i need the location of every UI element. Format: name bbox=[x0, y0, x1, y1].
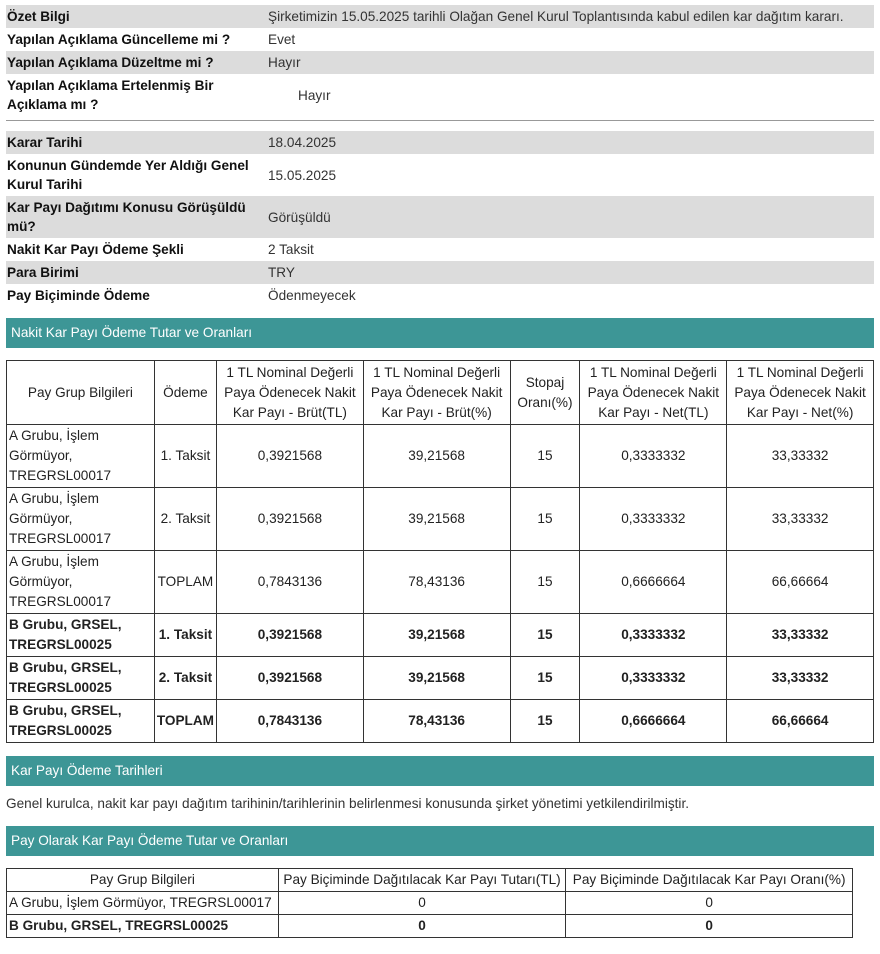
group-cell: B Grubu, GRSEL, TREGRSL00025 bbox=[7, 700, 155, 743]
group-cell: A Grubu, İşlem Görmüyor, TREGRSL00017 bbox=[7, 425, 155, 488]
details-label: Nakit Kar Payı Ödeme Şekli bbox=[7, 242, 184, 257]
value-cell: 39,21568 bbox=[363, 488, 510, 551]
table-row bbox=[7, 892, 853, 915]
value-cell: 0 bbox=[566, 892, 853, 915]
details-label: Para Birimi bbox=[6, 261, 262, 284]
value-cell: 0,3921568 bbox=[217, 488, 364, 551]
summary-row-duzeltme bbox=[6, 51, 874, 74]
share-dividend-table bbox=[6, 868, 853, 938]
details-value: 18.04.2025 bbox=[262, 131, 874, 154]
dates-paragraph: Genel kurulca, nakit kar payı dağıtım tarihinin/tarihlerinin belirlenmesi konusunda şirket yönetimi yetkilendirilmiştir. bbox=[6, 796, 690, 811]
value-cell: 15 bbox=[510, 425, 580, 488]
group-cell: A Grubu, İşlem Görmüyor, TREGRSL00017 bbox=[7, 488, 155, 551]
summary-label: Özet Bilgi bbox=[6, 5, 262, 28]
column-header: 1 TL Nominal Değerli Paya Ödenecek Nakit Kar Payı - Brüt(TL) bbox=[217, 361, 364, 425]
value-cell: 39,21568 bbox=[363, 614, 510, 657]
details-row-pay-biciminde bbox=[6, 284, 874, 307]
payment-cell: 1. Taksit bbox=[154, 425, 216, 488]
value-cell: 39,21568 bbox=[363, 425, 510, 488]
summary-row-guncelleme bbox=[6, 28, 874, 51]
column-header: Pay Grup Bilgileri bbox=[7, 869, 279, 892]
value-cell: 66,66664 bbox=[727, 551, 874, 614]
payment-cell: TOPLAM bbox=[154, 700, 216, 743]
value-cell: 0 bbox=[566, 915, 853, 938]
details-value: 15.05.2025 bbox=[268, 167, 337, 183]
details-value: TRY bbox=[262, 261, 874, 284]
details-table bbox=[6, 131, 874, 307]
summary-value: Hayır bbox=[298, 87, 331, 103]
table-row bbox=[7, 657, 874, 700]
summary-value: Şirketimizin 15.05.2025 tarihli Olağan Genel Kurul Toplantısında kabul edilen kar dağıtım kararı. bbox=[262, 5, 874, 28]
value-cell: 0,3333332 bbox=[580, 488, 727, 551]
table-row bbox=[7, 700, 874, 743]
cash-section-header: Nakit Kar Payı Ödeme Tutar ve Oranları bbox=[6, 318, 874, 348]
value-cell: 33,33332 bbox=[727, 488, 874, 551]
value-cell: 33,33332 bbox=[727, 657, 874, 700]
table-row bbox=[7, 488, 874, 551]
value-cell: 15 bbox=[510, 700, 580, 743]
summary-label: Yapılan Açıklama Düzeltme mi ? bbox=[6, 51, 262, 74]
value-cell: 0 bbox=[278, 892, 566, 915]
value-cell: 33,33332 bbox=[727, 614, 874, 657]
cash-dividend-table bbox=[6, 360, 874, 743]
column-header: Ödeme bbox=[154, 361, 216, 425]
summary-table bbox=[6, 5, 874, 116]
details-label: Karar Tarihi bbox=[6, 131, 262, 154]
value-cell: 78,43136 bbox=[363, 551, 510, 614]
value-cell: 78,43136 bbox=[363, 700, 510, 743]
summary-value: Hayır bbox=[262, 51, 874, 74]
summary-row-ertelenmis bbox=[6, 74, 874, 116]
table-row bbox=[7, 425, 874, 488]
value-cell: 0,6666664 bbox=[580, 551, 727, 614]
details-row-odeme-sekli bbox=[6, 238, 874, 261]
column-header: 1 TL Nominal Değerli Paya Ödenecek Nakit Kar Payı - Net(TL) bbox=[580, 361, 727, 425]
column-header: Pay Biçiminde Dağıtılacak Kar Payı Tutarı(TL) bbox=[278, 869, 566, 892]
details-value: Ödenmeyecek bbox=[268, 288, 356, 303]
column-header: 1 TL Nominal Değerli Paya Ödenecek Nakit Kar Payı - Brüt(%) bbox=[363, 361, 510, 425]
dates-section-header: Kar Payı Ödeme Tarihleri bbox=[6, 756, 874, 786]
summary-value: Evet bbox=[268, 32, 296, 47]
group-cell: A Grubu, İşlem Görmüyor, TREGRSL00017 bbox=[7, 892, 279, 915]
value-cell: 0,3333332 bbox=[580, 657, 727, 700]
value-cell: 0,3921568 bbox=[217, 425, 364, 488]
group-cell: B Grubu, GRSEL, TREGRSL00025 bbox=[7, 614, 155, 657]
value-cell: 33,33332 bbox=[727, 425, 874, 488]
payment-cell: 2. Taksit bbox=[154, 657, 216, 700]
value-cell: 0,3921568 bbox=[217, 614, 364, 657]
group-cell: B Grubu, GRSEL, TREGRSL00025 bbox=[7, 915, 279, 938]
table-row bbox=[7, 551, 874, 614]
value-cell: 0,3333332 bbox=[580, 425, 727, 488]
payment-cell: 2. Taksit bbox=[154, 488, 216, 551]
column-header: Stopaj Oranı(%) bbox=[510, 361, 580, 425]
table-row bbox=[7, 915, 853, 938]
summary-label: Yapılan Açıklama Güncelleme mi ? bbox=[7, 32, 231, 47]
table-header-row bbox=[7, 869, 853, 892]
column-header: Pay Grup Bilgileri bbox=[7, 361, 155, 425]
summary-label: Yapılan Açıklama Ertelenmiş Bir Açıklama mı ? bbox=[7, 78, 214, 112]
value-cell: 0,7843136 bbox=[217, 551, 364, 614]
divider bbox=[6, 120, 874, 121]
column-header: 1 TL Nominal Değerli Paya Ödenecek Nakit Kar Payı - Net(%) bbox=[727, 361, 874, 425]
details-row-genel-kurul-tarihi bbox=[6, 154, 874, 196]
group-cell: A Grubu, İşlem Görmüyor, TREGRSL00017 bbox=[7, 551, 155, 614]
value-cell: 15 bbox=[510, 488, 580, 551]
value-cell: 0,7843136 bbox=[217, 700, 364, 743]
value-cell: 0,3921568 bbox=[217, 657, 364, 700]
value-cell: 66,66664 bbox=[727, 700, 874, 743]
details-value: 2 Taksit bbox=[268, 242, 314, 257]
value-cell: 0 bbox=[278, 915, 566, 938]
details-label: Kar Payı Dağıtımı Konusu Görüşüldü mü? bbox=[6, 196, 262, 238]
details-row-karar-tarihi bbox=[6, 131, 874, 154]
value-cell: 15 bbox=[510, 657, 580, 700]
details-row-para-birimi bbox=[6, 261, 874, 284]
table-header-row bbox=[7, 361, 874, 425]
value-cell: 0,3333332 bbox=[580, 614, 727, 657]
value-cell: 39,21568 bbox=[363, 657, 510, 700]
column-header: Pay Biçiminde Dağıtılacak Kar Payı Oranı(%) bbox=[566, 869, 853, 892]
value-cell: 15 bbox=[510, 614, 580, 657]
table-row bbox=[7, 614, 874, 657]
payment-cell: TOPLAM bbox=[154, 551, 216, 614]
summary-row-ozet bbox=[6, 5, 874, 28]
value-cell: 15 bbox=[510, 551, 580, 614]
value-cell: 0,6666664 bbox=[580, 700, 727, 743]
details-label: Pay Biçiminde Ödeme bbox=[7, 288, 150, 303]
details-value: Görüşüldü bbox=[262, 196, 874, 238]
payment-cell: 1. Taksit bbox=[154, 614, 216, 657]
group-cell: B Grubu, GRSEL, TREGRSL00025 bbox=[7, 657, 155, 700]
details-label: Konunun Gündemde Yer Aldığı Genel Kurul Tarihi bbox=[7, 158, 249, 192]
details-row-gorusuldu bbox=[6, 196, 874, 238]
share-section-header: Pay Olarak Kar Payı Ödeme Tutar ve Oranları bbox=[6, 826, 874, 856]
